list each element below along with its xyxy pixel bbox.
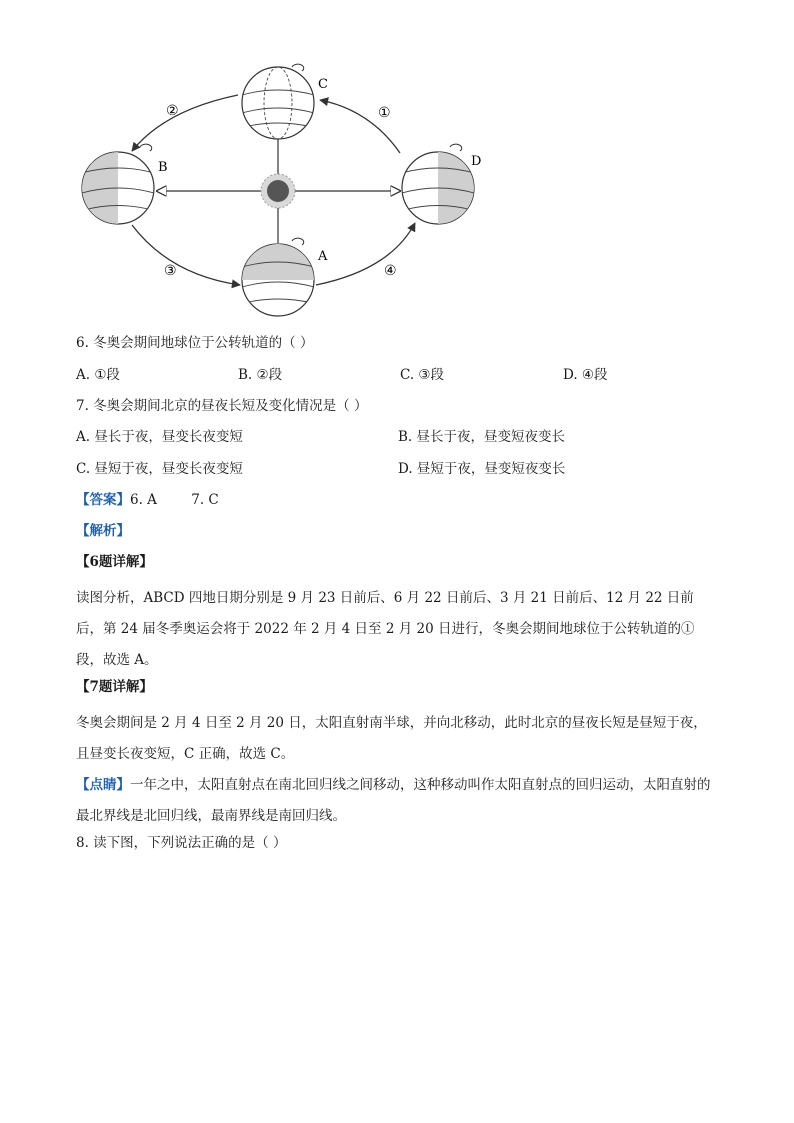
segment-1: ① — [378, 105, 391, 121]
earth-c-icon — [242, 64, 314, 139]
answer-label: 【答案】 — [76, 492, 130, 508]
q7-stem: 7. 冬奥会期间北京的昼夜长短及变化情况是（ ） — [76, 398, 368, 414]
answer-line — [76, 490, 219, 510]
tip-text: 一年之中，太阳直射点在南北回归线之间移动，这种移动叫作太阳直射点的回归运动，太阳直射的最北界线是北回归线，最南界线是南回归线。 — [76, 777, 711, 824]
segment-3: ③ — [164, 263, 177, 279]
earth-b-icon — [82, 144, 154, 224]
q7-option-b: B. 昼长于夜，昼变短夜变长 — [398, 429, 566, 445]
tip-label: 【点睛】 — [76, 777, 130, 793]
answer-text: 6. A 7. C — [130, 492, 219, 508]
d6-text: 读图分析，ABCD 四地日期分别是 9 月 23 日前后、6 月 22 日前后、3 月 21 日前后、12 月 22 日前后，第 24 届冬季奥运会将于 2022 年 2 月 4 日至 2 月 20 日进行，冬奥会期间地球位于公转轨道的①段，故选 A。 — [76, 590, 695, 668]
q6-stem: 6. 冬奥会期间地球位于公转轨道的（ ） — [76, 335, 314, 351]
orbit-arc-4 — [316, 223, 415, 285]
q6-option-a: A. ①段 — [76, 367, 120, 383]
orbit-arc-3 — [132, 225, 240, 285]
q6-option-c: C. ③段 — [400, 367, 445, 383]
segment-2: ② — [166, 103, 179, 119]
earth-orbit-diagram — [70, 55, 510, 325]
q7-option-d: D. 昼短于夜，昼变短夜变长 — [398, 461, 566, 477]
d7-heading: 【7题详解】 — [76, 679, 153, 695]
q6-option-d: D. ④段 — [563, 367, 608, 383]
orbit-arc-2 — [132, 95, 238, 151]
label-c: C — [318, 77, 328, 92]
d6-heading: 【6题详解】 — [76, 554, 153, 570]
analysis-label: 【解析】 — [76, 523, 130, 539]
q7-option-a: A. 昼长于夜，昼变长夜变短 — [76, 429, 243, 445]
label-a: A — [318, 249, 328, 264]
q6-option-b: B. ②段 — [238, 367, 283, 383]
d7-text: 冬奥会期间是 2 月 4 日至 2 月 20 日，太阳直射南半球，并向北移动，此时北京的昼夜长短是昼短于夜，且昼变长夜变短，C 正确，故选 C。 — [76, 715, 707, 762]
q8-stem: 8. 读下图，下列说法正确的是（ ） — [76, 835, 287, 851]
label-b: B — [158, 160, 168, 175]
label-d: D — [471, 154, 482, 169]
earth-a-icon — [242, 238, 314, 316]
q7-option-c: C. 昼短于夜，昼变长夜变短 — [76, 461, 243, 477]
analysis-heading — [76, 521, 130, 541]
segment-4: ④ — [384, 263, 397, 279]
sun-icon — [261, 174, 295, 208]
tip-paragraph — [76, 770, 716, 832]
earth-d-icon — [402, 144, 474, 224]
